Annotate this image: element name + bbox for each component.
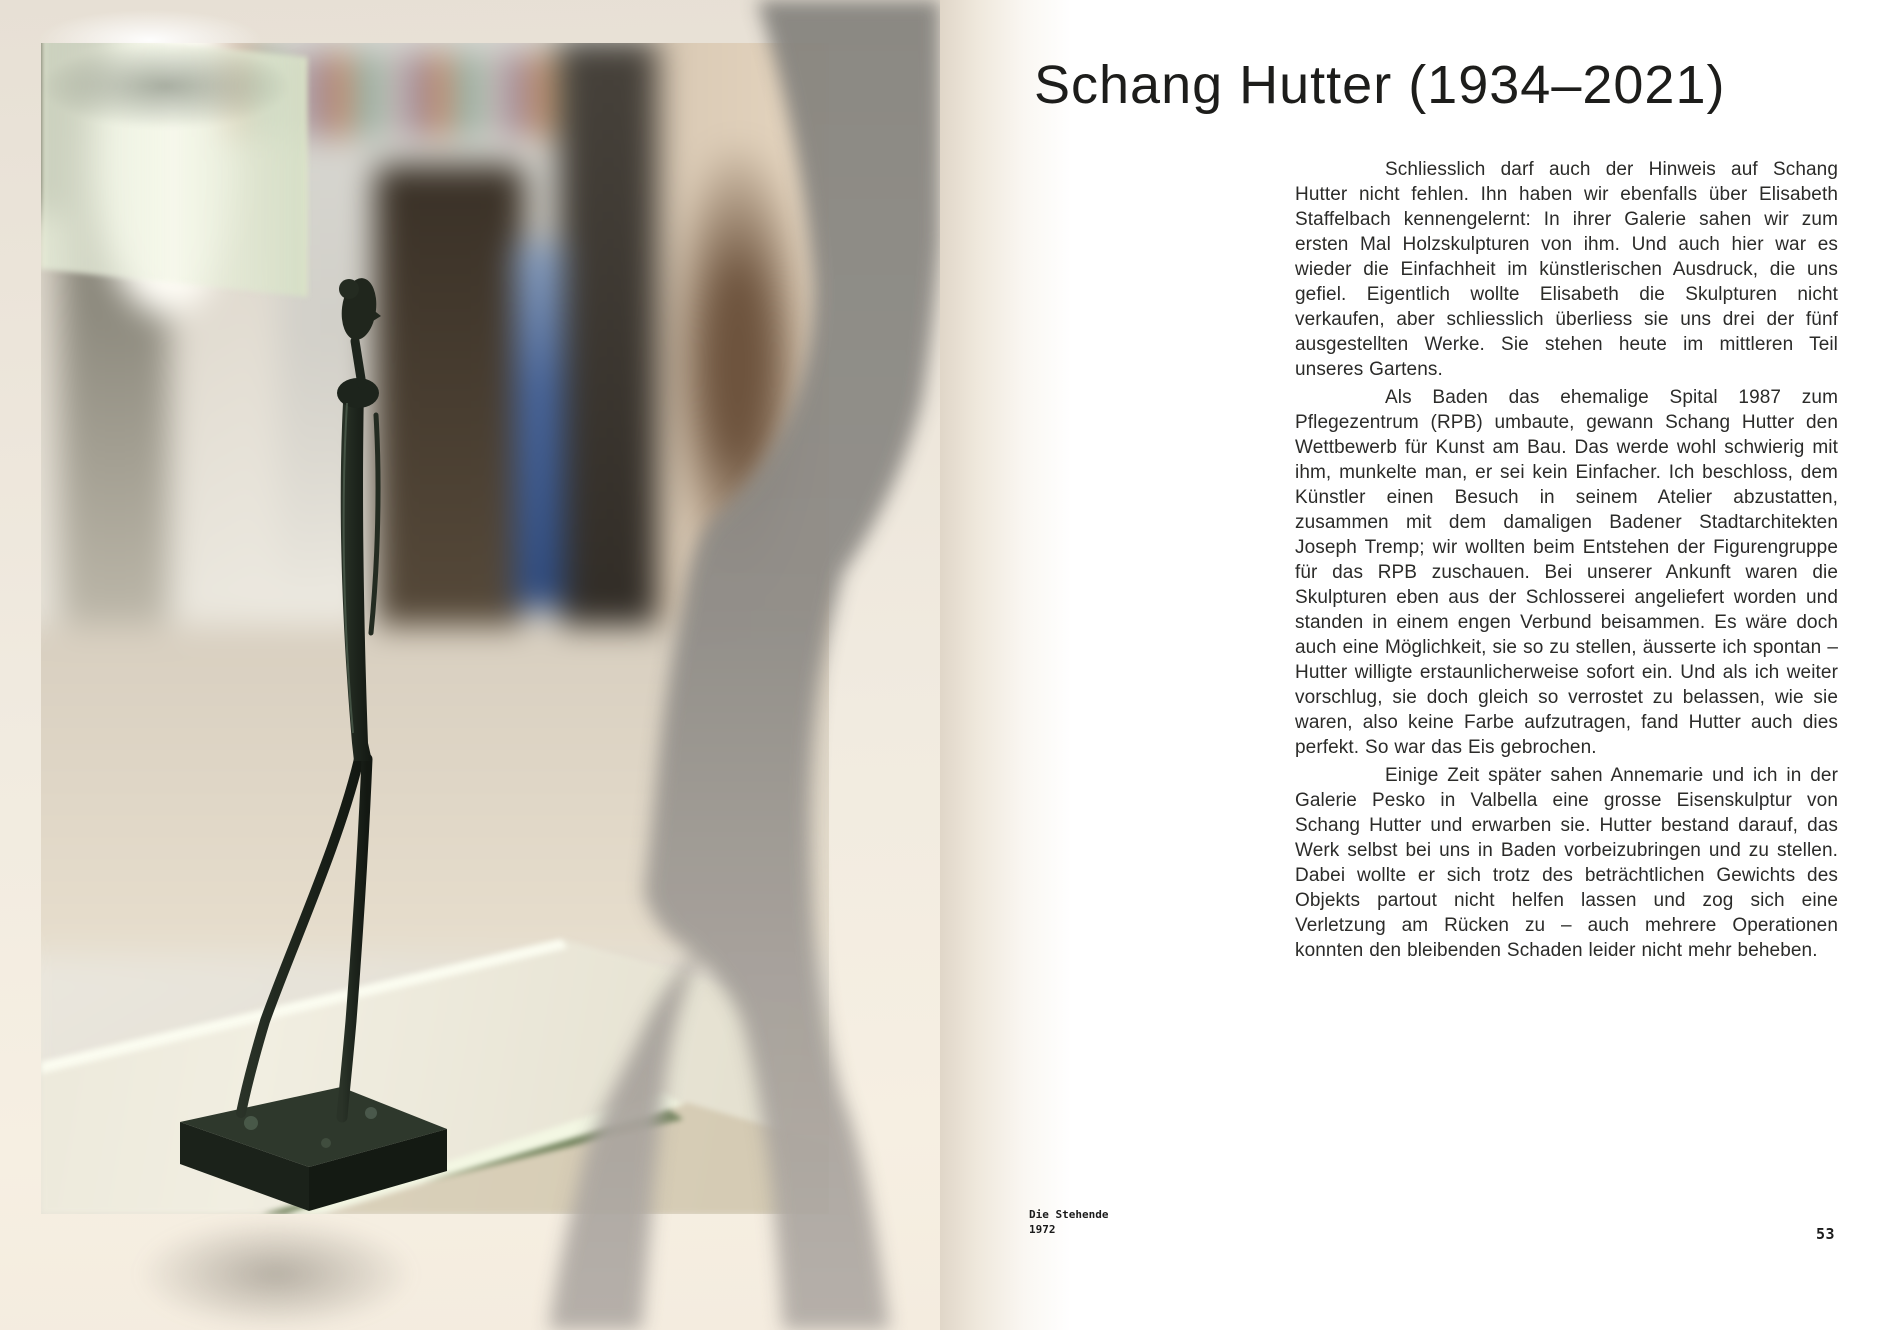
essay-paragraph-1: Schliesslich darf auch der Hinweis auf Schang Hutter nicht fehlen. Ihn haben wir ebenfalls über Elisabeth Staffelbach kennengelernt: In ihrer Galerie sahen wir zum ersten Mal Holzskulpturen von ihm. Und auch hier war es wieder die Einfachheit im künstlerischen Ausdruck, die uns gefiel. Eigentlich wollte Elisabeth die Skulpturen nicht verkaufen, aber schliesslich überliess sie uns drei der fünf ausgestellten Werke. Sie stehen heute im mittleren Teil unseres Gartens. [1295,159,1838,380]
caption-year: 1972 [1029,1223,1056,1236]
essay-paragraph-3: Einige Zeit später sahen Annemarie und ich in der Galerie Pesko in Valbella eine grosse Eisenskulptur von Schang Hutter und erwarben sie. Hutter bestand darauf, das Werk selbst bei uns in Baden vorbeizubringen und zu stellen. Dabei wollte er sich trotz des beträchtlichen Gewichts des Objekts partout nicht helfen lassen und zog sich eine Verletzung am Rücken zu – auch mehrere Operationen konnten den bleibenden Schaden leider nicht mehr beheben. [1295,765,1838,961]
right-page [940,0,1879,1330]
essay-paragraph-2: Als Baden das ehemalige Spital 1987 zum Pflegezentrum (RPB) umbaute, gewann Schang Hutter den Wettbewerb für Kunst am Bau. Das werde wohl schwierig mit ihm, munkelte man, er sei kein Einfacher. Ich beschloss, dem Künstler einen Besuch in seinem Atelier abzustatten, zusammen mit dem damaligen Badener Stadtarchitekten Joseph Tremp; wir wollten beim Entstehen der Figurengruppe für das RPB zuschauen. Bei unserer Ankunft waren die Skulpturen eben aus der Schlosserei angeliefert worden und standen in einem engen Verbund beisammen. Es wäre doch auch eine Möglichkeit, sie so zu stellen, äusserte ich spontan – Hutter willigte erstaunlicherweise sofort ein. Und als ich weiter vorschlug, sie doch gleich so verrostet zu belassen, wie sie waren, also keine Farbe aufzutragen, fand Hutter auch dies perfekt. So war das Eis gebrochen. [1295,387,1838,758]
page-title: Schang Hutter (1934–2021) [1034,55,1726,115]
caption-title: Die Stehende [1029,1208,1109,1221]
page-number: 53 [1816,1225,1836,1243]
essay-text [1295,157,1838,963]
artwork-caption [1029,1207,1108,1237]
